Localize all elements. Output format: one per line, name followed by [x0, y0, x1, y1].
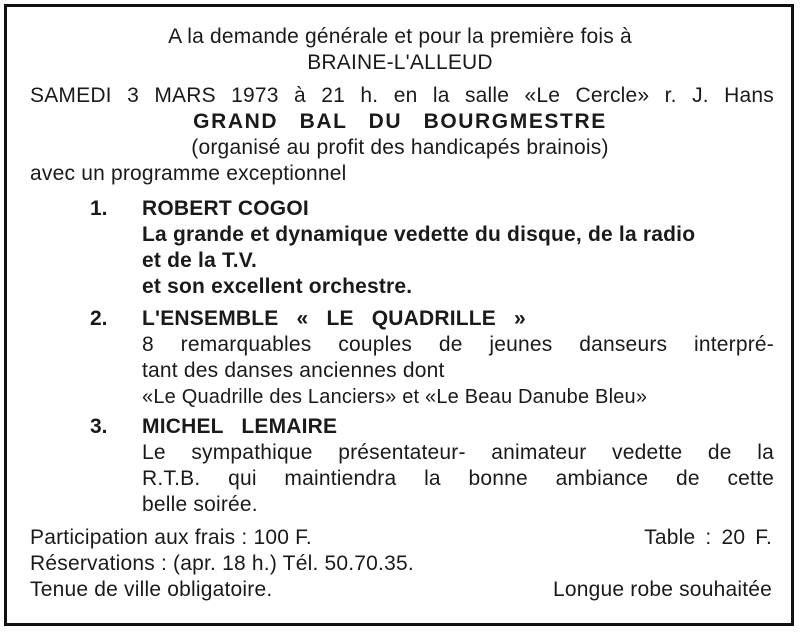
program-desc-3-line2-text: R.T.B. qui maintiendra la bonne ambiance de cette [142, 467, 774, 490]
date-venue-text: SAMEDI 3 MARS 1973 à 21 h. en la salle «Le Cercle» r. J. Hans [30, 84, 774, 107]
program-desc-2-line1 [142, 332, 774, 358]
program-name-1: ROBERT COGOI [142, 197, 309, 220]
program-desc-2-line1-text: 8 remarquables couples de jeunes danseurs interpré- [142, 333, 774, 356]
table-fee: Table : 20 F. [644, 526, 772, 549]
program-desc-3-line3: belle soirée. [142, 493, 258, 516]
program-number-2: 2. [90, 307, 108, 330]
program-name-2: L'ENSEMBLE « LE QUADRILLE » [142, 307, 526, 330]
gown-note: Longue robe souhaitée [552, 578, 772, 601]
program-number-3: 3. [90, 415, 108, 438]
program-desc-1-line2: et de la T.V. [142, 249, 258, 272]
program-intro: avec un programme exceptionnel [30, 162, 347, 185]
program-desc-3-line1 [142, 440, 774, 466]
program-desc-1-line1: La grande et dynamique vedette du disque, de la radio [142, 223, 696, 246]
program-desc-3-line1-text: Le sympathique présentateur- animateur vedette de la [142, 441, 774, 464]
reservations-info: Réservations : (apr. 18 h.) Tél. 50.70.35. [30, 552, 414, 575]
date-venue-line [30, 83, 774, 109]
program-number-1: 1. [90, 197, 108, 220]
program-desc-3-line2 [142, 466, 774, 492]
program-desc-2-line2: tant des danses anciennes dont [142, 359, 445, 382]
program-name-3: MICHEL LEMAIRE [142, 415, 338, 438]
event-subtitle: (organisé au profit des handicapés brainois) [191, 136, 609, 159]
announcement-line: A la demande générale et pour la première fois à [168, 25, 632, 48]
town-name: BRAINE-L'ALLEUD [307, 51, 493, 74]
program-desc-2-line3: «Le Quadrille des Lanciers» et «Le Beau Danube Bleu» [142, 386, 648, 408]
event-title: GRAND BAL DU BOURGMESTRE [193, 110, 607, 133]
participation-fee: Participation aux frais : 100 F. [30, 526, 312, 549]
dress-code: Tenue de ville obligatoire. [30, 578, 273, 601]
program-desc-1-line3: et son excellent orchestre. [142, 275, 413, 298]
